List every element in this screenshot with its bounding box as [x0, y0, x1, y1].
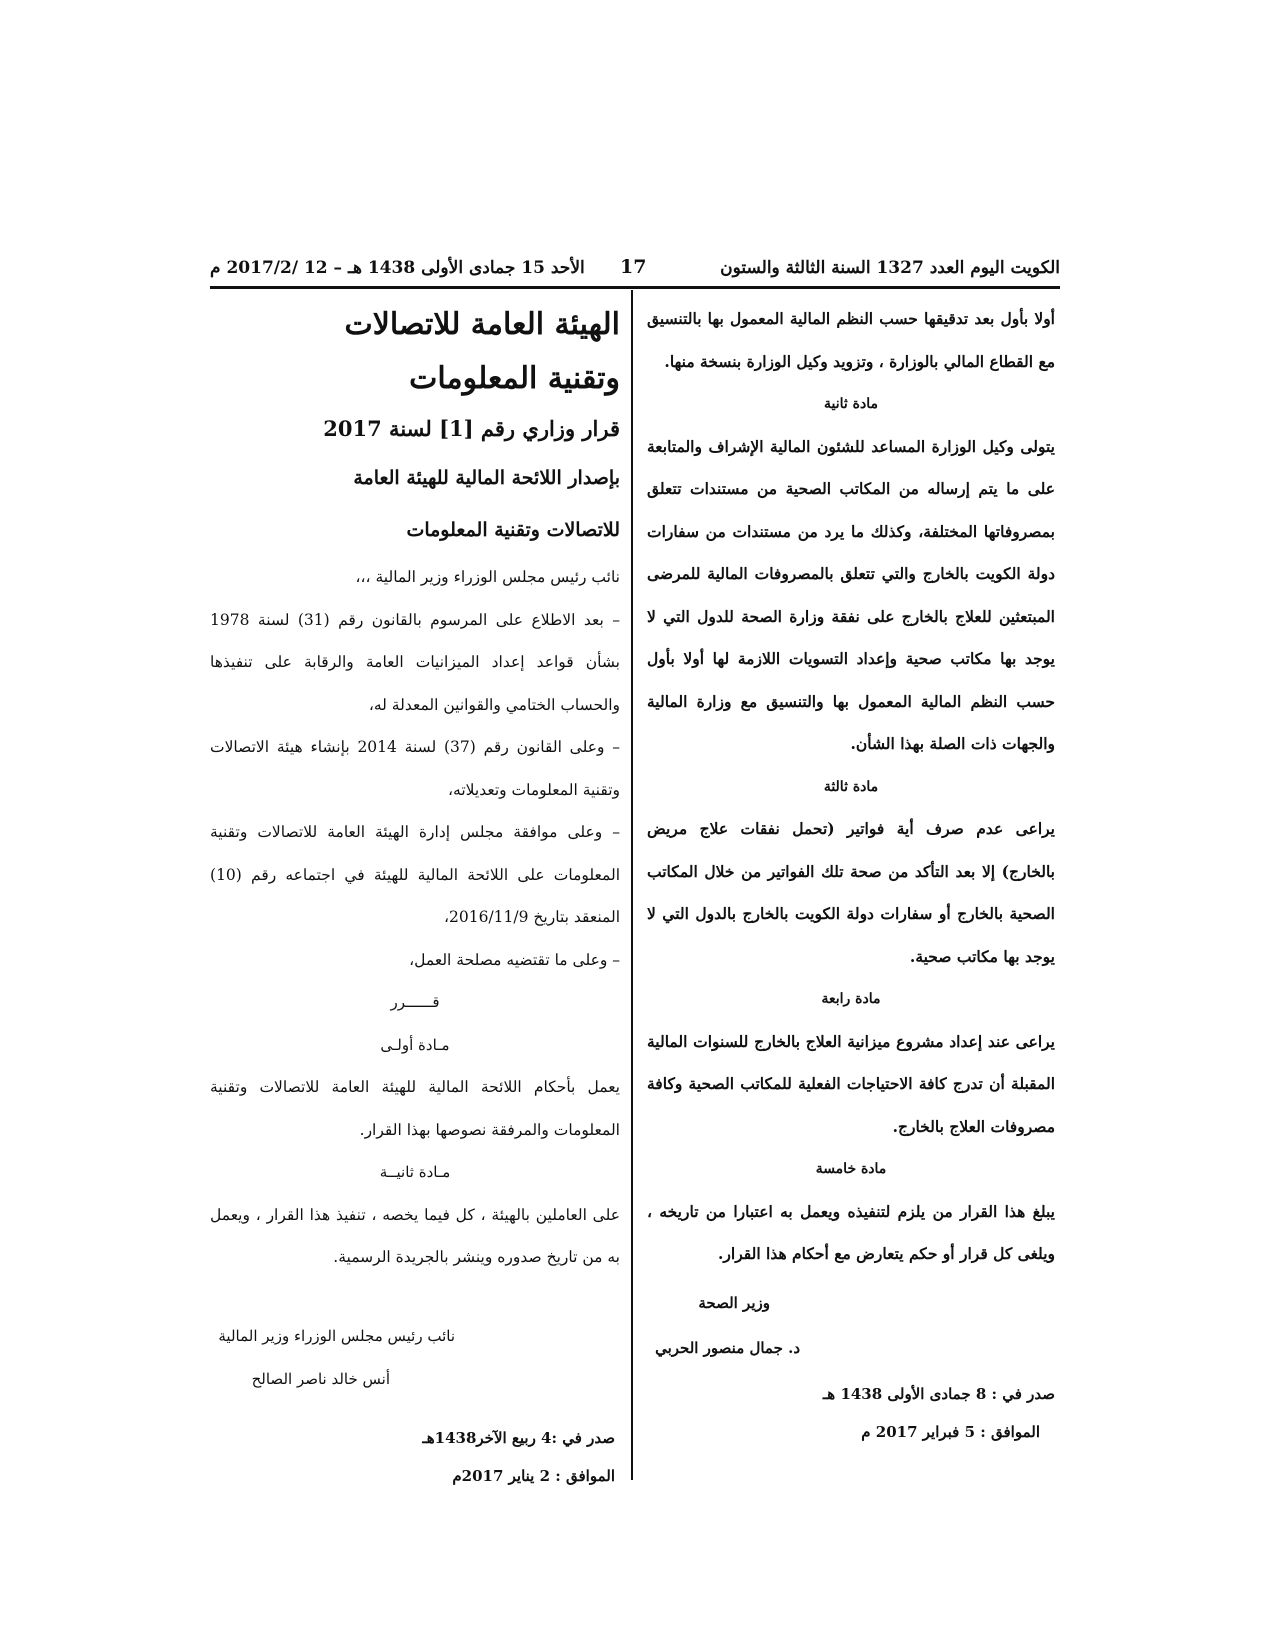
issue-date-hijri: صدر في :4 ربيع الآخر1438هـ	[422, 1429, 615, 1447]
right-column	[647, 298, 1055, 1276]
issue-date-gregorian: الموافق : 2 يناير 2017م	[452, 1467, 615, 1485]
paragraph: يتولى وكيل الوزارة المساعد للشئون المالية الإشراف والمتابعة على ما يتم إرساله من المكاتب الصحية من مستندات تتعلق بمصروفاتها المختلفة، وكذلك ما يرد من مستندات من سفارات دولة الكويت بالخارج والتي تتعلق بالمصروفات المالية للمرضى المبتعثين للعلاج بالخارج على نفقة وزارة الصحة للدول التي لا يوجد بها مكاتب صحية وإعداد التسويات اللازمة لها أولا بأول حسب النظم المالية المعمول بها والتنسيق مع وزارة المالية والجهات ذات الصلة بهذا الشأن.	[647, 436, 1055, 753]
signer-title: نائب رئيس مجلس الوزراء وزير المالية	[218, 1327, 455, 1345]
recital: – بعد الاطلاع على المرسوم بالقانون رقم (31) لسنة 1978 بشأن قواعد إعداد الميزانيات العامة والرقابة على تنفيذها والحساب الختامي والقوانين المعدلة له،	[210, 610, 620, 714]
paragraph: على العاملين بالهيئة ، كل فيما يخصه ، تنفيذ هذا القرار ، ويعمل به من تاريخ صدوره وينشر بالجريدة الرسمية.	[210, 1205, 620, 1266]
issue-date: الأحد 15 جمادى الأولى 1438 هـ – 12 /2017/2 م	[210, 258, 585, 278]
article-title: مادة رابعة	[821, 991, 881, 1007]
signer-name: د. جمال منصور الحربي	[655, 1339, 800, 1357]
article-title: مـادة أولـى	[380, 1035, 450, 1054]
decision-subject-2: للاتصالات وتقنية المعلومات	[406, 519, 620, 541]
issue-date-hijri: صدر في : 8 جمادى الأولى 1438 هـ	[822, 1385, 1055, 1403]
paragraph: يراعى عدم صرف أية فواتير (تحمل نفقات علاج مريض بالخارج) إلا بعد التأكد من صحة تلك الفواتير من خلال المكاتب الصحية بالخارج أو سفارات دولة الكويت بالخارج بالدول التي لا يوجد بها مكاتب صحية.	[647, 819, 1055, 966]
authority-title-2: وتقنية المعلومات	[409, 361, 620, 396]
decision-number: قرار وزاري رقم [1] لسنة 2017	[323, 416, 620, 441]
issuer: نائب رئيس مجلس الوزراء وزير المالية ،،،	[355, 568, 620, 586]
signer-name: أنس خالد ناصر الصالح	[251, 1370, 390, 1388]
page-number: 17	[620, 256, 647, 278]
paragraph: أولا بأول بعد تدقيقها حسب النظم المالية المعمول بها بالتنسيق مع القطاع المالي بالوزارة ، وتزويد وكيل الوزارة بنسخة منها.	[647, 309, 1055, 371]
article-title: مادة ثانية	[824, 396, 878, 412]
article-title: مـادة ثانيــة	[379, 1163, 451, 1181]
page-header	[210, 258, 1060, 288]
article-title: مادة خامسة	[815, 1161, 887, 1177]
paragraph: يراعى عند إعداد مشروع ميزانية العلاج بالخارج للسنوات المالية المقبلة أن تدرج كافة الاحتياجات الفعلية للمكاتب الصحية وكافة مصروفات العلاج بالخارج.	[647, 1031, 1055, 1136]
recital: – وعلى موافقة مجلس إدارة الهيئة العامة للاتصالات وتقنية المعلومات على اللائحة المالية للهيئة في اجتماعه رقم (10) المنعقد بتاريخ 2016/11/9،	[210, 823, 620, 926]
signer-title: وزير الصحة	[698, 1294, 770, 1312]
decided-heading: قــــــرر	[390, 993, 440, 1011]
issue-date-gregorian: الموافق : 5 فبراير 2017 م	[861, 1423, 1040, 1441]
decision-subject: بإصدار اللائحة المالية للهيئة العامة	[353, 467, 620, 489]
left-column	[210, 298, 620, 1279]
paragraph: يعمل بأحكام اللائحة المالية للهيئة العامة للاتصالات وتقنية المعلومات والمرفقة نصوصها بهذا القرار.	[210, 1078, 620, 1139]
gazette-issue-info: الكويت اليوم العدد 1327 السنة الثالثة والستون	[720, 258, 1060, 278]
authority-title: الهيئة العامة للاتصالات	[344, 307, 620, 342]
article-title: مادة ثالثة	[823, 778, 879, 795]
header-rule	[210, 286, 1060, 289]
column-divider	[631, 290, 633, 1480]
recital: – وعلى القانون رقم (37) لسنة 2014 بإنشاء هيئة الاتصالات وتقنية المعلومات وتعديلاته،	[210, 738, 620, 799]
recital: – وعلى ما تقتضيه مصلحة العمل،	[409, 950, 620, 969]
paragraph: يبلغ هذا القرار من يلزم لتنفيذه ويعمل به اعتبارا من تاريخه ، ويلغى كل قرار أو حكم يتعارض مع أحكام هذا القرار.	[647, 1201, 1055, 1263]
